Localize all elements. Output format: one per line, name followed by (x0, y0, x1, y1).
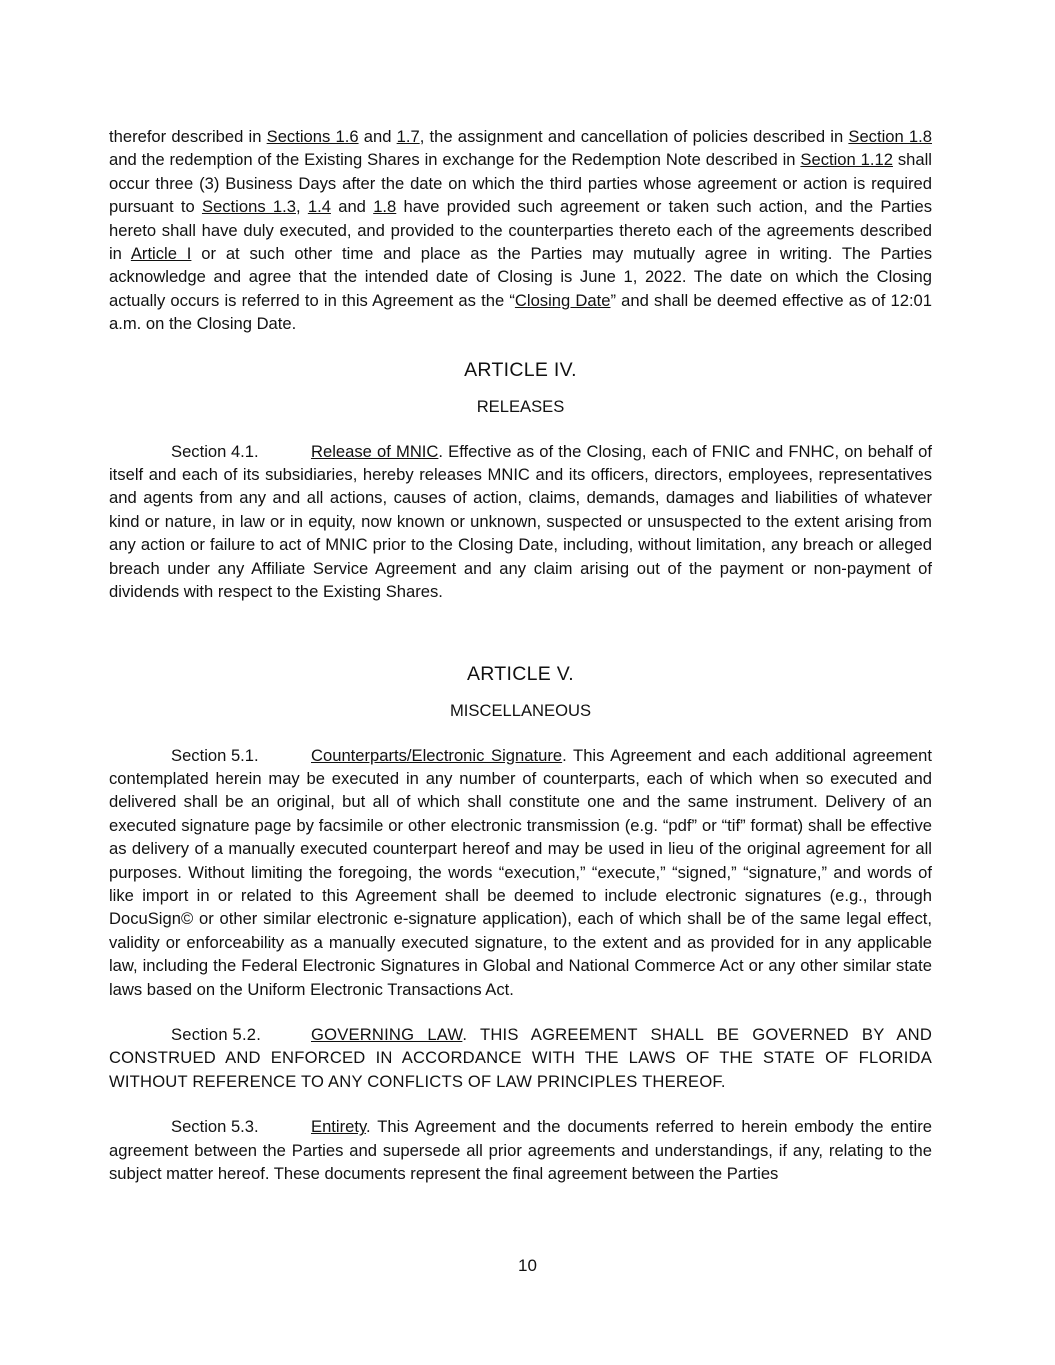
article-iv-heading: ARTICLE IV. (464, 358, 577, 381)
section-number: Section 5.3. (171, 1117, 259, 1137)
article-v-heading: ARTICLE V. (466, 662, 575, 685)
section-5-2 (109, 1023, 932, 1093)
document-page (109, 125, 932, 1185)
section-number: Section 5.2. (171, 1024, 262, 1044)
section-number: Section 5.1. (171, 745, 259, 765)
section-body: . Effective as of the Closing, each of FNIC and FNHC, on behalf of itself and each of its subsidiaries, hereby releases MNIC and its officers, directors, employees, representatives and agents from any and all actions, causes of action, claims, demands, damages and liabilities of whatever kind or nature, in law or in equity, now known or unknown, suspected or unsuspected to the extent arising from any action or failure to act of MNIC prior to the Closing Date, including, without limitation, any breach or alleged breach under any Affiliate Service Agreement and any claim arising out of the payment or non-payment of dividends with respect to the Existing Shares. (109, 441, 932, 602)
text: or at such other time and place as the Parties may mutually agree in writing. The Parties acknowledge and agree that the intended date of Closing is June 1, 2022. The date on which the Closing actually occurs is referred to in this Agreement as the “ (109, 244, 932, 310)
section-reference: 1.4 (307, 197, 331, 217)
article-reference: Article I (130, 244, 192, 264)
page-number: 10 (518, 1256, 537, 1275)
text: shall occur three (3) Business Days after the date on which the third parties whose agreement or action is required pursuant to (109, 150, 932, 217)
closing-paragraph (109, 125, 932, 336)
article-iv-subheading: RELEASES (476, 396, 565, 416)
section-5-3 (109, 1115, 932, 1185)
section-title: Entirety (311, 1117, 367, 1137)
text: ” and shall be deemed effective as of 12:01 a.m. on the Closing Date. (109, 290, 933, 334)
section-title: GOVERNING LAW (311, 1024, 463, 1044)
section-reference: Section 1.8 (848, 127, 932, 146)
section-body: . This Agreement and the documents referred to herein embody the entire agreement between the Parties and supersede all prior agreements and understandings, if any, relating to the subject matter hereof. These documents represent the final agreement between the Parties (109, 1117, 932, 1183)
section-title: Release of MNIC (311, 441, 439, 461)
text: have provided such agreement or taken such action, and the Parties hereto shall have duly executed, and provided to the counterparties thereto each of the agreements described in (109, 197, 932, 264)
section-body: . THIS AGREEMENT SHALL BE GOVERNED BY AND CONSTRUED AND ENFORCED IN ACCORDANCE WITH THE LAWS OF THE STATE OF FLORIDA WITHOUT REFERENCE TO ANY CONFLICTS OF LAW PRINCIPLES THEREOF. (109, 1024, 932, 1091)
section-reference: 1.7 (396, 127, 420, 146)
section-reference: 1.8 (373, 197, 397, 217)
text: and (358, 127, 397, 146)
article-v-subheading: MISCELLANEOUS (449, 700, 592, 720)
section-number: Section 4.1. (171, 441, 259, 461)
text: and the redemption of the Existing Shares in exchange for the Redemption Note described in (109, 150, 801, 170)
section-reference: Sections 1.6 (266, 127, 359, 146)
text: and (330, 197, 374, 217)
section-reference: Sections 1.3 (201, 197, 296, 217)
section-title: Counterparts/Electronic Signature (311, 745, 563, 765)
section-4-1 (109, 440, 932, 604)
section-reference: Section 1.12 (800, 150, 893, 170)
text: therefor described in (109, 127, 267, 146)
section-body: . This Agreement and each additional agreement contemplated herein may be executed in any number of counterparts, each of which when so executed and delivered shall be an original, but all of which shall constitute one and the same instrument. Delivery of an executed signature page by facsimile or other electronic transmission (e.g. “pdf” or “tif” format) shall be effective as delivery of a manually executed counterpart hereof and may be used in lieu of the original agreement for all purposes. Without limiting the foregoing, the words “execution,” “execute,” “signed,” “signature,” and words of like import in or related to this Agreement shall be deemed to include electronic signatures (e.g., through DocuSign© or other similar electronic e-signature application), each of which shall be of the same legal effect, validity or enforceability as a manually executed signature, to the extent and as provided for in any applicable law, including the Federal Electronic Signatures in Global and National Commerce Act or any other similar state laws based on the Uniform Electronic Transactions Act. (109, 745, 932, 999)
text: , (295, 197, 308, 217)
defined-term-closing-date: Closing Date (514, 290, 611, 310)
text: , the assignment and cancellation of policies described in (419, 127, 849, 146)
section-5-1 (109, 744, 932, 1001)
